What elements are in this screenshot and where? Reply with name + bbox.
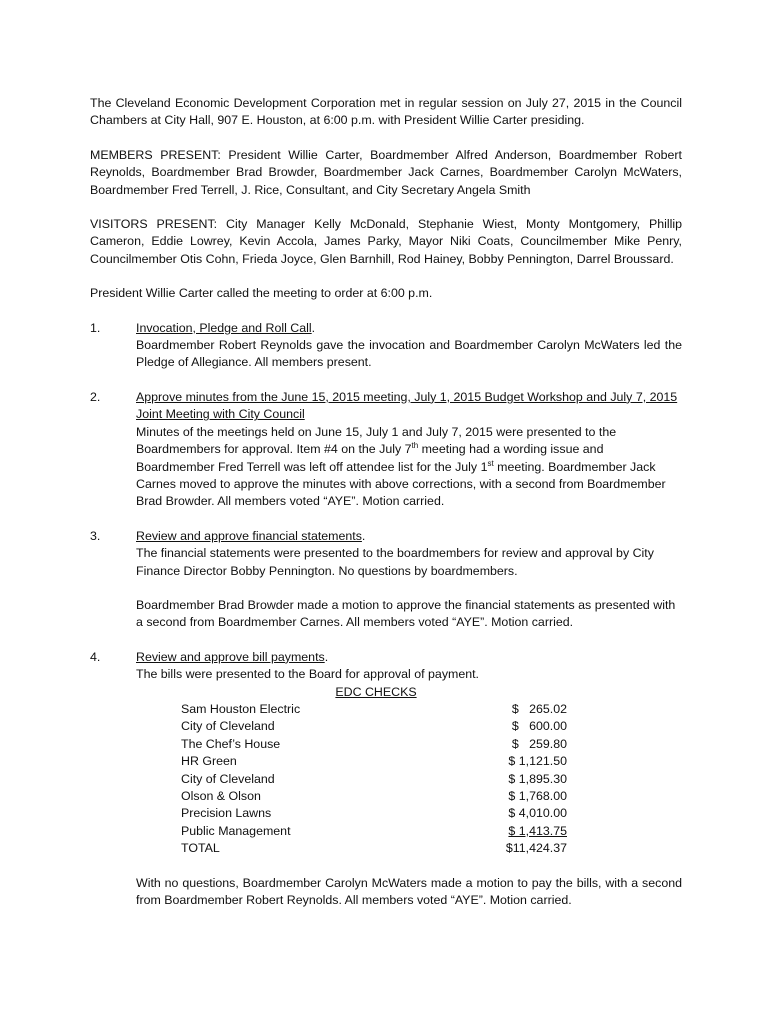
agenda-item-3 (90, 528, 682, 632)
check-amount: $ 4,010.00 (508, 806, 567, 821)
check-payee: Olson & Olson (181, 789, 261, 803)
agenda-item-4 (90, 649, 682, 910)
check-payee: Public Management (181, 823, 291, 838)
check-row (136, 823, 567, 840)
item-body: The financial statements were presented to the boardmembers for review and approval by City Finance Director Bobby Pennington. No questions by boardmembers. (136, 546, 654, 578)
check-payee: HR Green (181, 754, 237, 769)
check-row (136, 701, 567, 718)
check-payee: Sam Houston Electric (181, 701, 301, 716)
item-closing: With no questions, Boardmember Carolyn McWaters made a motion to pay the bills, with a second from Boardmember Robert Reynolds. All members voted “AYE”. Motion carried. (136, 875, 682, 908)
item-heading: Review and approve bill payments. (136, 649, 329, 664)
edc-checks-list (136, 684, 682, 858)
item-number: 3. (90, 528, 101, 543)
item-body-motion: Boardmember Brad Browder made a motion to approve the financial statements as presented with a second from Boardmember Carnes. All members voted “AYE”. Motion carried. (136, 597, 676, 630)
check-amount: $ 1,121.50 (508, 754, 567, 769)
visitors-present: VISITORS PRESENT: City Manager Kelly McDonald, Stephanie Wiest, Monty Montgomery, Phillip Cameron, Eddie Lowrey, Kevin Accola, James Parky, Mayor Niki Coats, Councilmember Mike Penry, Councilmember Otis Cohn, Frieda Joyce, Glen Barnhill, Rod Hainey, Bobby Pennington, Darrel Broussard. (90, 217, 682, 266)
item-number: 2. (90, 389, 101, 404)
call-to-order: President Willie Carter called the meeting to order at 6:00 p.m. (90, 286, 433, 301)
check-amount: $ 1,895.30 (508, 771, 567, 786)
check-amount: $ 265.02 (511, 701, 567, 716)
check-amount: $ 1,768.00 (508, 789, 567, 803)
checks-title: EDC CHECKS (335, 684, 417, 699)
members-present: MEMBERS PRESENT: President Willie Carter, Boardmember Alfred Anderson, Boardmember Robert Reynolds, Boardmember Brad Browder, Boardmember Jack Carnes, Boardmember Carolyn McWaters, Boardmember Fred Terrell, J. Rice, Consultant, and City Secretary Angela Smith (90, 147, 682, 197)
item-body: The bills were presented to the Board for approval of payment. (136, 667, 479, 682)
check-row (136, 736, 567, 753)
item-number: 1. (90, 320, 101, 335)
item-heading: Review and approve financial statements. (136, 528, 366, 543)
agenda-item-2 (90, 389, 682, 511)
check-amount: $ 600.00 (511, 719, 567, 734)
check-row (136, 753, 567, 770)
total-amount: $11,424.37 (505, 841, 567, 856)
item-body: Minutes of the meetings held on June 15, July 1 and July 7, 2015 were presented to the Boardmembers for approval. Item #4 on the July 7th meeting had a wording issue and Boardmember Fred Terrell was left off attendee list for the July 1st meeting. Boardmember Jack Carnes moved to approve the minutes with above corrections, with a second from Boardmember Brad Browder. All members voted “AYE”. Motion carried. (136, 424, 666, 509)
item-body: Boardmember Robert Reynolds gave the invocation and Boardmember Carolyn McWaters led the Pledge of Allegiance. All members present. (136, 338, 682, 370)
checks-total-row (136, 840, 567, 857)
check-amount: $ 1,413.75 (508, 823, 567, 838)
check-row (136, 788, 567, 805)
agenda-item-1 (90, 320, 682, 372)
item-heading: Approve minutes from the June 15, 2015 meeting, July 1, 2015 Budget Workshop and July 7, 2015 Joint Meeting with City Council (136, 389, 678, 422)
total-label: TOTAL (181, 841, 220, 856)
check-payee: The Chef’s House (181, 736, 281, 751)
check-amount: $ 259.80 (511, 736, 567, 751)
check-payee: Precision Lawns (181, 806, 272, 821)
check-row (136, 805, 567, 822)
check-row (136, 771, 567, 788)
minutes-document (90, 95, 682, 926)
item-number: 4. (90, 649, 101, 664)
check-payee: City of Cleveland (181, 771, 275, 786)
check-payee: City of Cleveland (181, 719, 275, 734)
item-heading: Invocation, Pledge and Roll Call. (136, 320, 316, 335)
check-row (136, 718, 567, 735)
intro-paragraph: The Cleveland Economic Development Corporation met in regular session on July 27, 2015 in the Council Chambers at City Hall, 907 E. Houston, at 6:00 p.m. with President Willie Carter presiding. (90, 96, 682, 128)
